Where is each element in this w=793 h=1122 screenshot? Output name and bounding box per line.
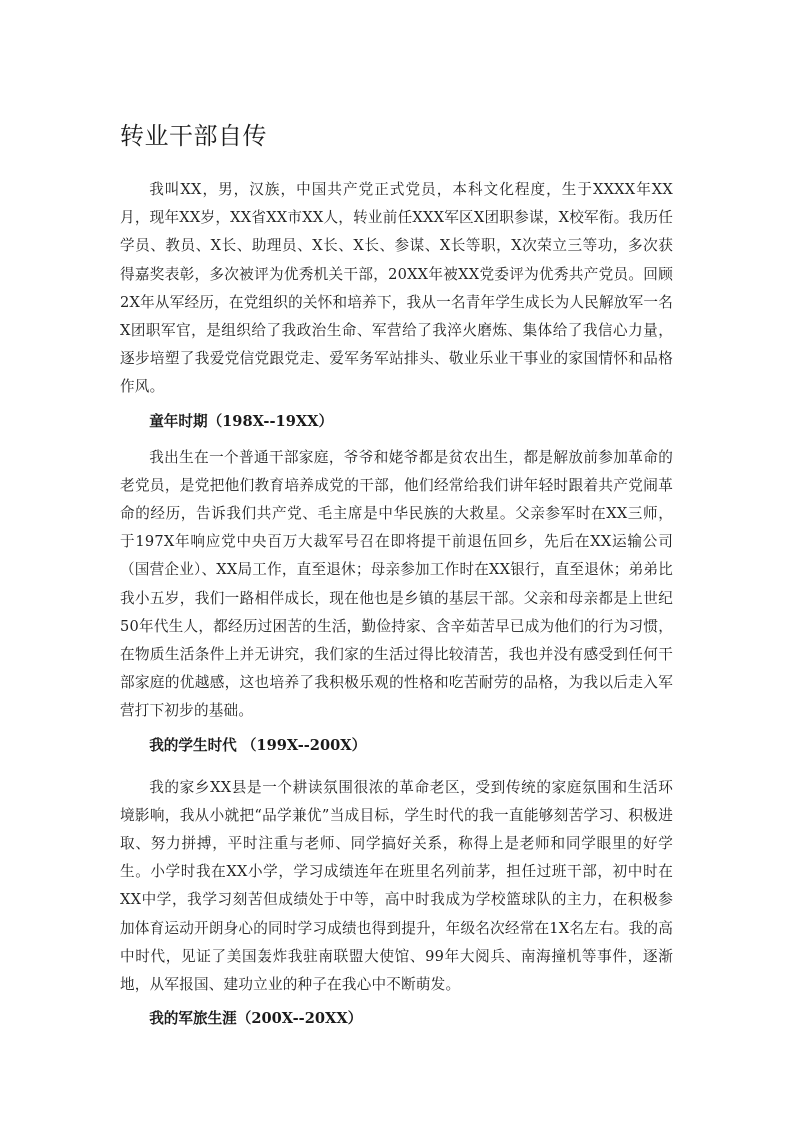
intro-paragraph: 我叫XX，男，汉族，中国共产党正式党员，本科文化程度，生于XXXX年XX月，现年XX岁，XX省XX市XX人，转业前任XXX军区X团职参谋，X校军衔。我历任学员、教员、X长、助理员、X长、X长、参谋、X长等职，X次荣立三等功，多次获得嘉奖表彰，多次被评为优秀机关干部，20XX年被XX党委评为优秀共产党员。回顾2X年从军经历，在党组织的关怀和培养下，我从一名青年学生成长为人民解放军一名X团职军官，是组织给了我政治生命、军营给了我淬火磨炼、集体给了我信心力量，逐步培塑了我爱党信党跟党走、爱军务军站排头、敬业乐业干事业的家国情怀和品格作风。	[120, 181, 673, 396]
section-heading-childhood: 童年时期（198X--19XX）	[149, 412, 334, 430]
document-title: 转业干部自传	[120, 122, 267, 150]
section-body-childhood: 我出生在一个普通干部家庭，爷爷和姥爷都是贫农出生，都是解放前参加革命的老党员，是党把他们教育培养成党的干部，他们经常给我们讲年轻时跟着共产党闹革命的经历，告诉我们共产党、毛主席是中华民族的大救星。父亲参军时在XX三师，于197X年响应党中央百万大裁军号召在即将提干前退伍回乡，先后在XX运输公司（国营企业）、XX局工作，直至退休；母亲参加工作时在XX银行，直至退休；弟弟比我小五岁，我们一路相伴成长，现在他也是乡镇的基层干部。父亲和母亲都是上世纪50年代生人，都经历过困苦的生活，勤俭持家、含辛茹苦早已成为他们的行为习惯，在物质生活条件上并无讲究，我们家的生活过得比较清苦，我也并没有感受到任何干部家庭的优越感，这也培养了我积极乐观的性格和吃苦耐劳的品格，为我以后走入军营打下初步的基础。	[120, 448, 673, 720]
document-page	[120, 118, 673, 1041]
section-heading-military: 我的军旅生涯（200X--20XX）	[149, 1010, 363, 1028]
section-body-student: 我的家乡XX县是一个耕读氛围很浓的革命老区，受到传统的家庭氛围和生活环境影响，我从小就把“品学兼优”当成目标，学生时代的我一直能够刻苦学习、积极进取、努力拼搏，平时注重与老师、同学搞好关系，称得上是老师和同学眼里的好学生。小学时我在XX小学，学习成绩连年在班里名列前茅，担任过班干部，初中时在XX中学，我学习刻苦但成绩处于中等，高中时我成为学校篮球队的主力，在积极参加体育运动开朗身心的同时学习成绩也得到提升，年级名次经常在1X名左右。我的高中时代，见证了美国轰炸我驻南联盟大使馆、99年大阅兵、南海撞机等事件，逐渐地，从军报国、建功立业的种子在我心中不断萌发。	[120, 778, 673, 994]
section-heading-student: 我的学生时代 （199X--200X）	[149, 736, 367, 754]
